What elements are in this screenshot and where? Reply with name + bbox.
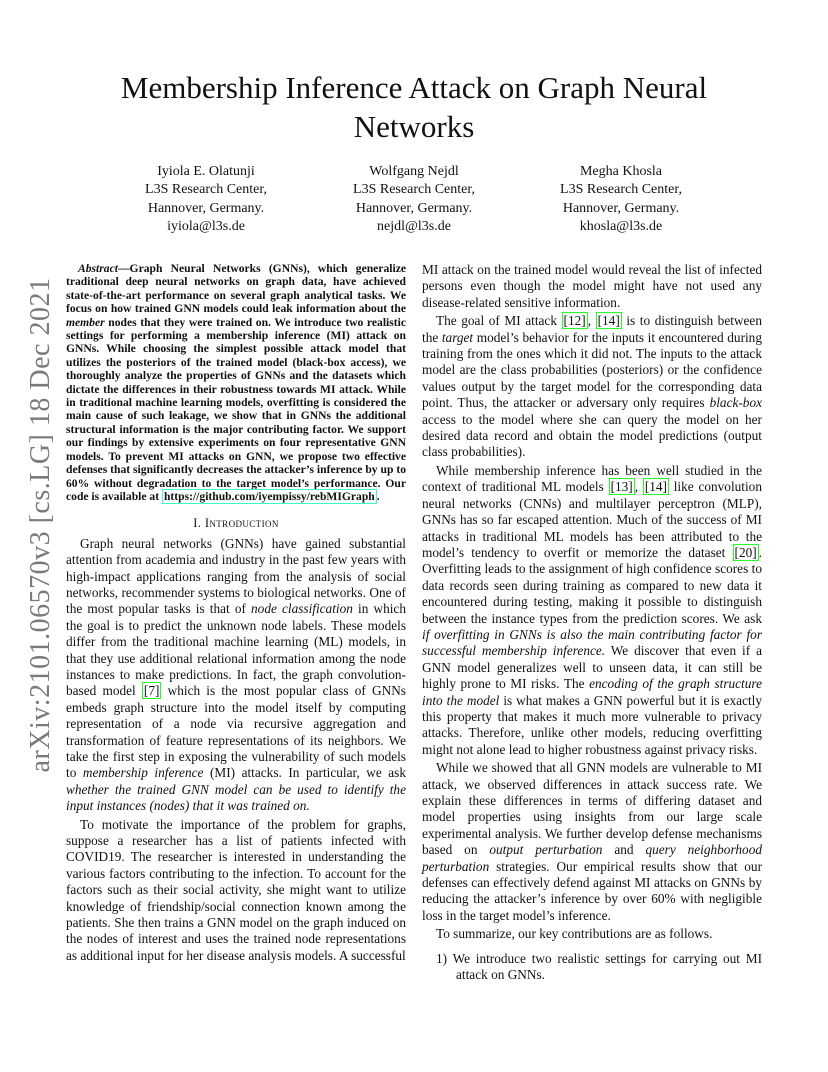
author-location: Hannover, Germany.: [355, 200, 473, 216]
emphasis: target: [441, 329, 474, 345]
author-email: nejdl@l3s.de: [377, 218, 451, 234]
citation-link[interactable]: [20]: [734, 544, 757, 560]
author-location: Hannover, Germany.: [147, 200, 265, 216]
paragraph-text: (MI) attacks. In particular, we ask: [203, 765, 407, 781]
author-location: Hannover, Germany.: [562, 200, 680, 216]
abstract-emphasis: member: [66, 315, 105, 329]
emphasis: node classification: [251, 601, 353, 617]
citation-link[interactable]: [7]: [143, 683, 160, 699]
emphasis: encoding of the graph structure into the model: [422, 676, 762, 708]
paragraph-text: model’s behavior for the inputs it encountered during training from the ones which it did not. The inputs to the attack model are the class probabilities (posteriors) or the confidence values output by the target model for the corresponding data point. Thus, the attacker or adversary only requires: [422, 329, 762, 411]
author-affiliation: L3S Research Center,: [560, 182, 682, 198]
abstract-label: Abstract: [78, 262, 118, 275]
abstract-dash: —: [117, 262, 130, 275]
paragraph: To motivate the importance of the problem for graphs, suppose a researcher has a list of patients infected with COVID19. The researcher is interested in understanding the various factors contributing to the infection. To account for the factors such as their social activity, she might want to utilize knowledge of friendship/social connection known among the patients. She then trains a GNN model on the graph induced on the nodes of interest and uses the trained node representations as additional input for her disease analysis models. A successful: [66, 816, 406, 963]
author-name: Wolfgang Nejdl: [369, 164, 459, 179]
emphasis: whether the trained GNN model can be used to identify the input instances (nodes) that it was trained on.: [66, 781, 406, 814]
author-name: Iyiola E. Olatunji: [157, 164, 255, 179]
emphasis: membership inference: [82, 765, 204, 781]
paragraph-text: ,: [587, 313, 596, 329]
author-block-1: [96, 163, 316, 236]
citation-link[interactable]: [12]: [563, 313, 586, 329]
paragraph-text: ,: [634, 479, 643, 495]
paragraph: [66, 536, 406, 815]
citation-link[interactable]: [14]: [644, 479, 667, 495]
section-heading-introduction: I. Introduction: [193, 516, 279, 531]
paragraph-text: like convolution neural networks (CNNs) and multilayer perceptron (MLP), GNNs has so far escaped attention. Much of the success of MI attacks in traditional ML models has been attributed to the model’s tendency to overfit or memorize the dataset: [422, 479, 762, 560]
paragraph-text: in which the goal is to predict the unknown node labels. These models differ from the traditional machine learning (ML) models, in that they use additional relational information among the node instances to make predictions. In fact, the graph convolution-based model: [66, 601, 406, 699]
author-email: iyiola@l3s.de: [167, 218, 245, 234]
emphasis: if overfitting in GNNs is also the main contributing factor for successful membership inference.: [422, 626, 762, 659]
arxiv-sidebar: [16, 277, 66, 773]
paragraph-text: While we showed that all GNN models are vulnerable to MI attack, we observed differences in attack success rate. We explain these differences in terms of differing dataset and model properties using insights from our large scale experimental analysis. We further develop defense mechanisms based on: [422, 760, 762, 858]
right-column: [422, 262, 762, 983]
paragraph: [422, 760, 762, 924]
paragraph-text: The goal of MI attack: [436, 313, 562, 329]
paragraph: [422, 463, 762, 758]
author-block-3: [511, 163, 731, 236]
paragraph-text: . Overfitting leads to the assignment of high confidence scores to data records seen during training as compared to new data it encountered during testing, making it possible to distinguish between the instance types from the prediction scores. We ask: [422, 544, 762, 626]
abstract-text: nodes that they were trained on. We introduce two realistic settings for performing a membership inference (MI) attack on GNNs. While choosing the simplest possible attack model that utilizes the posteriors of the trained model (black-box access), we thoroughly analyze the properties of GNNs and the datasets which dictate the differences in their robustness towards MI attack. While in traditional machine learning models, overfitting is considered the main cause of such leakage, we show that in GNNs the additional structural information is the major contributing factor. We support our findings by extensive experiments on four representative GNN models. To prevent MI attacks on GNN, we propose two effective defenses that significantly decreases the attacker’s inference by up to 60% without degradation to the target model’s performance. Our code is available at: [66, 315, 406, 503]
paragraph-text: access to the model where she can query the model on her desired data record and obtain the model predictions (output class probabilities).: [422, 411, 762, 460]
citation-link[interactable]: [14]: [597, 313, 620, 329]
abstract-text: Graph Neural Networks (GNNs), which generalize traditional deep neural networks on graph data, have achieved state-of-the-art performance on several graph analytical tasks. We focus on how trained GNN models could leak information about the: [66, 262, 406, 316]
paragraph: [422, 313, 762, 461]
emphasis: query neighborhood perturbation: [422, 842, 762, 874]
paragraph: To summarize, our key contributions are as follows.: [436, 926, 713, 942]
paragraph-text: strategies. Our empirical results show that our defenses can effectively defend against MI attacks on GNNs by reducing the attacker’s inference by over 60% with negligible loss in the target model’s inference.: [422, 858, 762, 923]
paragraph-text: which is the most popular class of GNNs embeds graph structure into the model itself by computing representation of a node via recursive aggregation and transformation of feature representations of its neighbors. We take the first step in exposing the vulnerability of such models to: [66, 683, 406, 781]
citation-link[interactable]: [13]: [610, 479, 633, 495]
author-block-2: [304, 163, 524, 236]
paragraph-text: We discover that even if a GNN model generalizes well to unseen data, it can still be highly prone to MI risks. The: [422, 643, 762, 692]
arxiv-identifier[interactable]: arXiv:2101.06570v3 [cs.LG] 18 Dec 2021: [25, 277, 56, 773]
paragraph-text: is what makes a GNN powerful but it is exactly this property that makes it much more vulnerable to privacy attacks. Therefore, unlike other models, reducing overfitting might not alone lead to higher robustness against privacy risks.: [422, 692, 763, 757]
paragraph-text: is to distinguish between the: [422, 313, 762, 345]
contribution-list-item: 1) We introduce two realistic settings for carrying out MI attack on GNNs.: [436, 950, 762, 983]
abstract: [66, 262, 406, 503]
left-column: [66, 262, 406, 964]
author-affiliation: L3S Research Center,: [353, 182, 475, 198]
paragraph-text: Graph neural networks (GNNs) have gained substantial attention from academia and industry in the past few years with high-impact applications ranging from the analysis of social networks, recommender systems to biological networks. One of the most popular tasks is that of: [66, 535, 406, 617]
abstract-text: .: [376, 489, 380, 503]
paragraph-text: and: [602, 842, 646, 858]
paragraph-text: While membership inference has been well studied in the context of traditional ML models: [422, 462, 762, 495]
emphasis: output perturbation: [489, 842, 603, 858]
author-email: khosla@l3s.de: [579, 218, 663, 234]
author-name: Megha Khosla: [579, 164, 663, 179]
paper-title: Membership Inference Attack on Graph Neural Networks: [120, 70, 708, 144]
author-affiliation: L3S Research Center,: [145, 182, 267, 198]
paragraph: MI attack on the trained model would reveal the list of infected persons even though the model might have not used any disease-related sensitive information.: [422, 262, 762, 310]
emphasis: black-box: [709, 395, 762, 411]
code-link[interactable]: https://github.com/iyempissy/rebMIGraph: [163, 489, 375, 503]
